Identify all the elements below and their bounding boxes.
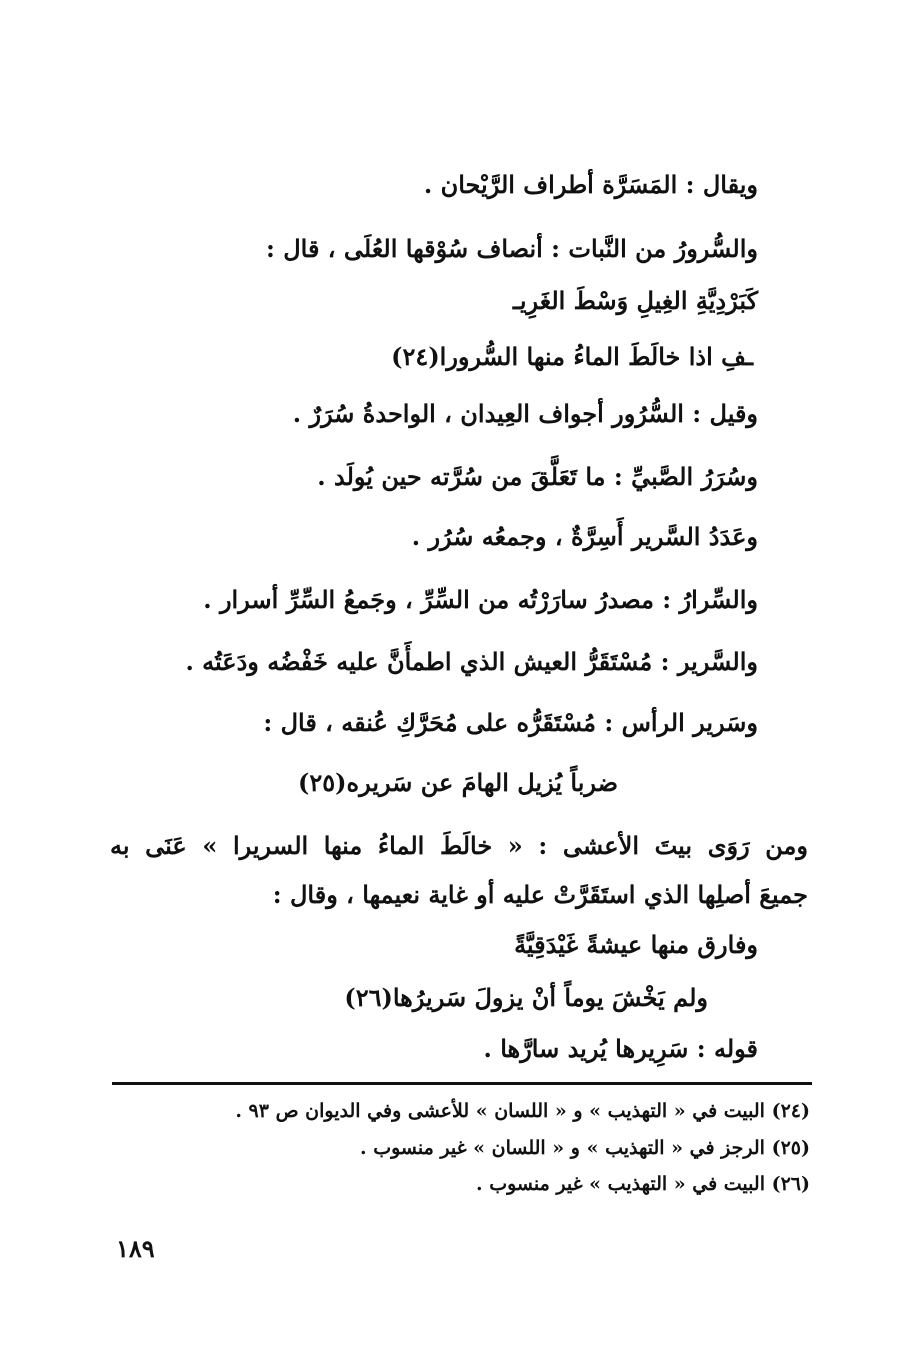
text-line: والسُّرورُ من النَّبات : أنصاف سُوْقها العُلَى ، قال : bbox=[266, 234, 758, 263]
footnote: (٢٤) البيت في « التهذيب » و « اللسان » للأعشى وفي الديوان ص ٩٣ . bbox=[235, 1100, 810, 1122]
text-line: جميعَ أصلِها الذي استَقَرَّتْ عليه أو غاية نعيمها ، وقال : bbox=[272, 880, 808, 909]
text-line: وسَرير الرأس : مُسْتَقَرُّه على مُحَرَّكِ عُنقه ، قال : bbox=[263, 708, 758, 737]
text-line: ويقال : المَسَرَّة أطراف الرَّيْحان . bbox=[423, 170, 758, 199]
text-line: والسَّرير : مُسْتَقَرُّ العيش الذي اطمأَنَّ عليه خَفْضُه ودَعَتُه . bbox=[185, 647, 758, 676]
verse-line: ولم يَخْشَ يوماً أنْ يزولَ سَريرُها(٢٦) bbox=[344, 983, 708, 1012]
text-line: قوله : سَرِيرها يُريد سارَّها . bbox=[483, 1034, 758, 1063]
footnote: (٢٥) الرجز في « التهذيب » و « اللسان » غير منسوب . bbox=[359, 1137, 810, 1159]
text-line: وقيل : السُّرُور أجواف العِيدان ، الواحدةُ سُرَرٌ . bbox=[292, 399, 758, 428]
text-line: وسُرَرُ الصَّبيِّ : ما تَعَلَّقَ من سُرَّته حين يُولَد . bbox=[317, 462, 758, 491]
verse-line: كَبَرْدِيَّةِ الغِيلِ وَسْطَ الغَرِيـ bbox=[512, 286, 758, 315]
text-line: ومن رَوَى بيتَ الأعشى : « خالَطَ الماءُ منها السريرا » عَنَى به bbox=[110, 831, 808, 860]
verse-line: ـفِ اذا خالَطَ الماءُ منها السُّرورا(٢٤) bbox=[391, 342, 753, 371]
text-line: والسِّرارُ : مصدرُ سارَرْتُه من السِّرِّ ، وجَمعُ السِّرِّ أسرار . bbox=[203, 585, 758, 614]
verse-line: ضرباً يُزيل الهامَ عن سَريره(٢٥) bbox=[298, 768, 618, 797]
footnote-divider bbox=[112, 1082, 812, 1085]
page-number: ١٨٩ bbox=[116, 1234, 155, 1263]
text-line: وعَدَدُ السَّرير أَسِرَّةٌ ، وجمعُه سُرُر . bbox=[411, 522, 758, 551]
verse-line: وفارق منها عيشةً غَيْدَقِيَّةً bbox=[514, 930, 758, 959]
footnote: (٢٦) البيت في « التهذيب » غير منسوب . bbox=[476, 1173, 810, 1195]
